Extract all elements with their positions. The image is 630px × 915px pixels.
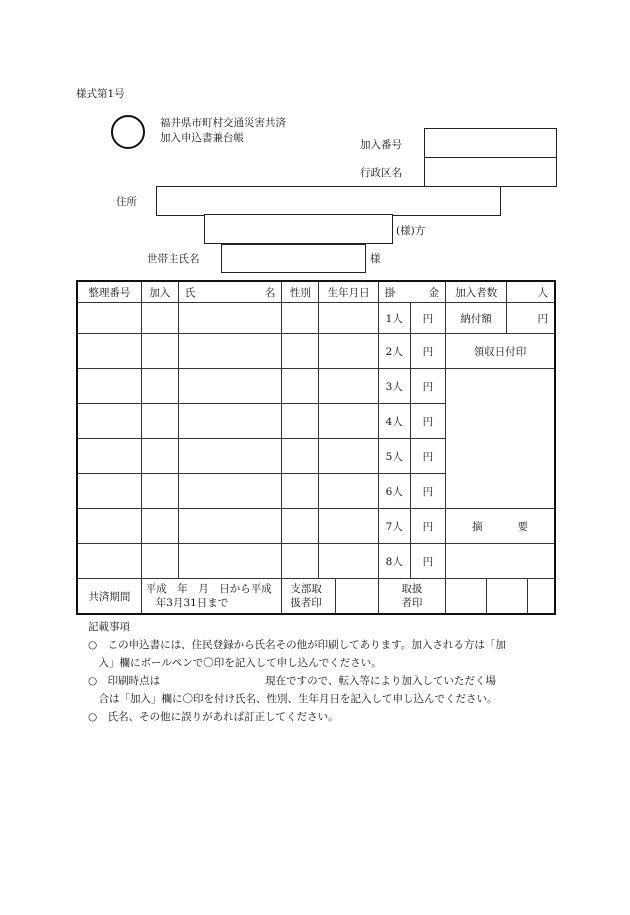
note-line: 合は「加入」欄に〇印を付け氏名、性別、生年月日を記入して申し込んでください。	[88, 693, 498, 705]
registration-table	[76, 280, 556, 615]
header-fee: 掛 金	[378, 281, 445, 303]
paid-unit: 円	[507, 303, 555, 334]
table-row	[77, 369, 555, 404]
row-yen: 円	[410, 404, 445, 439]
cell-name[interactable]	[178, 334, 281, 369]
period-label: 共済期間	[77, 579, 141, 615]
row-yen: 円	[410, 544, 445, 579]
cell-gender[interactable]	[282, 404, 319, 439]
table-row	[77, 334, 555, 369]
cell-gender[interactable]	[282, 439, 319, 474]
row-yen: 円	[410, 474, 445, 509]
stamp-box[interactable]	[528, 579, 554, 613]
cell-name[interactable]	[178, 474, 281, 509]
row-count: 3人	[378, 369, 410, 404]
row-count: 5人	[378, 439, 410, 474]
row-yen: 円	[410, 303, 445, 334]
summary-field[interactable]	[445, 544, 555, 579]
row-count: 6人	[378, 474, 410, 509]
row-yen: 円	[410, 439, 445, 474]
cell-number[interactable]	[77, 303, 141, 334]
note-line: ○ 氏名、その他に誤りがあれば訂正してください。	[88, 711, 339, 723]
cell-name[interactable]	[178, 439, 281, 474]
notes-heading: 記載事項	[88, 621, 130, 633]
cell-birth[interactable]	[319, 509, 378, 544]
cell-birth[interactable]	[319, 474, 378, 509]
row-count: 8人	[378, 544, 410, 579]
row-count: 2人	[378, 334, 410, 369]
cell-number[interactable]	[77, 404, 141, 439]
row-count: 4人	[378, 404, 410, 439]
householder-label: 世帯主氏名	[147, 253, 200, 265]
care-of-suffix: (様)方	[396, 225, 426, 237]
circle-mark-icon	[111, 115, 145, 149]
note-line: 入」欄にボールペンで〇印を記入して申し込んでください。	[88, 657, 382, 669]
join-number-label: 加入番号	[360, 139, 402, 151]
stamp-box[interactable]	[446, 579, 487, 613]
table-row	[77, 509, 555, 544]
form-title-line2: 加入申込書兼台帳	[160, 132, 244, 144]
header-name: 氏 名	[178, 281, 281, 303]
stamp-box[interactable]	[487, 579, 528, 613]
row-count: 7人	[378, 509, 410, 544]
cell-name[interactable]	[178, 509, 281, 544]
cell-birth[interactable]	[319, 544, 378, 579]
cell-join[interactable]	[141, 334, 178, 369]
handler-stamp-area	[445, 579, 555, 615]
row-yen: 円	[410, 369, 445, 404]
join-number-field[interactable]	[424, 128, 557, 158]
cell-number[interactable]	[77, 334, 141, 369]
cell-number[interactable]	[77, 474, 141, 509]
cell-join[interactable]	[141, 544, 178, 579]
handler-label: 取扱 者印	[378, 579, 445, 615]
table-row	[77, 544, 555, 579]
cell-join[interactable]	[141, 474, 178, 509]
row-count: 1人	[378, 303, 410, 334]
cell-gender[interactable]	[282, 334, 319, 369]
householder-name-field[interactable]	[221, 244, 366, 273]
paid-label: 納付額	[445, 303, 506, 334]
cell-gender[interactable]	[282, 474, 319, 509]
form-number: 様式第1号	[76, 88, 125, 100]
summary-label: 摘 要	[445, 509, 555, 544]
honorific-label: 様	[370, 253, 381, 265]
header-birth: 生年月日	[319, 281, 378, 303]
period-text: 平成 年 月 日から平成 年3月31日まで	[141, 579, 282, 615]
address-label: 住所	[116, 196, 137, 208]
table-row	[77, 303, 555, 334]
header-number: 整理番号	[77, 281, 141, 303]
admin-district-field[interactable]	[424, 157, 557, 187]
address-field[interactable]	[156, 186, 501, 216]
cell-gender[interactable]	[282, 303, 319, 334]
cell-name[interactable]	[178, 404, 281, 439]
header-join: 加入	[141, 281, 178, 303]
branch-handler-label-2: 扱者印	[290, 597, 322, 609]
cell-name[interactable]	[178, 544, 281, 579]
notes-section	[88, 618, 558, 726]
cell-gender[interactable]	[282, 544, 319, 579]
cell-number[interactable]	[77, 509, 141, 544]
header-members: 加入者数	[445, 281, 506, 303]
row-yen: 円	[410, 509, 445, 544]
cell-name[interactable]	[178, 369, 281, 404]
cell-join[interactable]	[141, 439, 178, 474]
cell-birth[interactable]	[319, 404, 378, 439]
branch-handler-label-1: 支部取	[290, 583, 322, 595]
header-members-unit: 人	[507, 281, 555, 303]
admin-district-label: 行政区名	[360, 167, 402, 179]
cell-name[interactable]	[178, 303, 281, 334]
address-care-of-field[interactable]	[204, 214, 393, 244]
cell-join[interactable]	[141, 509, 178, 544]
receipt-stamp-area[interactable]	[445, 369, 555, 509]
header-gender: 性別	[282, 281, 319, 303]
note-line: ○ この申込書には、住民登録から氏名その他が印刷してあります。加入される方は「加	[88, 639, 506, 651]
cell-number[interactable]	[77, 369, 141, 404]
form-title-line1: 福井県市町村交通災害共済	[160, 117, 286, 129]
cell-number[interactable]	[77, 439, 141, 474]
cell-birth[interactable]	[319, 369, 378, 404]
cell-join[interactable]	[141, 369, 178, 404]
receipt-stamp-label: 領収日付印	[445, 334, 555, 369]
cell-join[interactable]	[141, 404, 178, 439]
cell-birth[interactable]	[319, 334, 378, 369]
cell-join[interactable]	[141, 303, 178, 334]
cell-gender[interactable]	[282, 369, 319, 404]
cell-number[interactable]	[77, 544, 141, 579]
cell-gender[interactable]	[282, 509, 319, 544]
cell-birth[interactable]	[319, 303, 378, 334]
period-branch-cell	[282, 579, 378, 615]
branch-stamp-area[interactable]	[336, 579, 377, 613]
note-line: ○ 印刷時点は 現在ですので、転入等により加入していただく場	[88, 675, 496, 687]
cell-birth[interactable]	[319, 439, 378, 474]
row-yen: 円	[410, 334, 445, 369]
